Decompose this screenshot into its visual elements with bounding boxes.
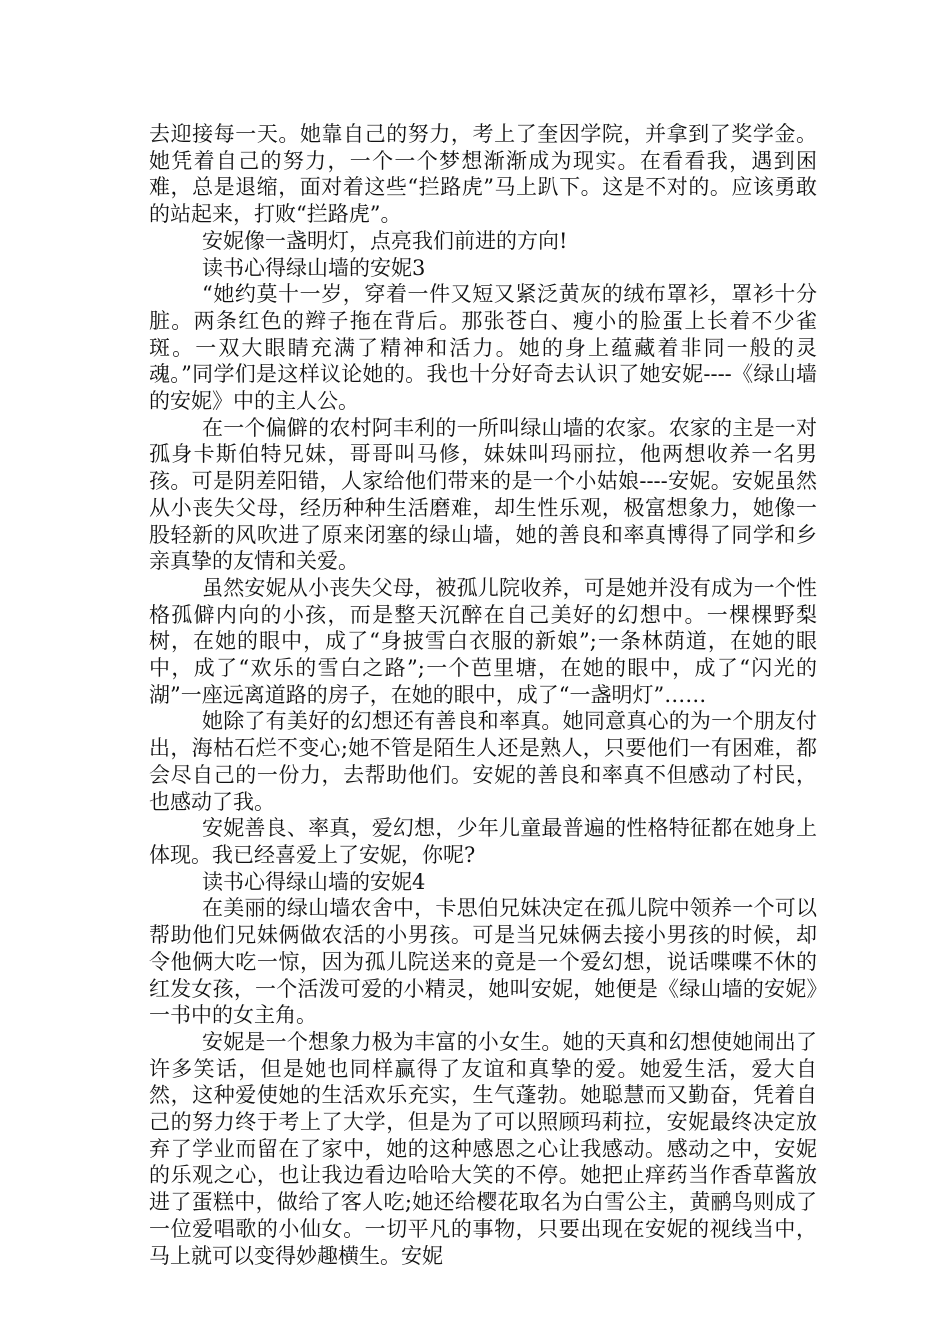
paragraph-1: 去迎接每一天。她靠自己的努力，考上了奎因学院，并拿到了奖学金。她凭着自己的努力，一个一个梦想渐渐成为现实。在看看我，遇到困难，总是退缩，面对着这些“拦路虎”马上趴下。这是不对的。应该勇敢的站起来，打败“拦路虎”。 xyxy=(149,122,817,227)
paragraph-11: 安妮是一个想象力极为丰富的小女生。她的天真和幻想使她闹出了许多笑话，但是她也同样赢得了友谊和真挚的爱。她爱生活，爱大自然，这种爱使她的生活欢乐充实，生气蓬勃。她聪慧而又勤奋，凭着自己的努力终于考上了大学，但是为了可以照顾玛莉拉，安妮最终决定放弃了学业而留在了家中，她的这种感恩之心让我感动。感动之中，安妮的乐观之心，也让我边看边哈哈大笑的不停。她把止痒药当作香草酱放进了蛋糕中，做给了客人吃;她还给樱花取名为白雪公主，黄鹂鸟则成了一位爱唱歌的小仙女。一切平凡的事物，只要出现在安妮的视线当中，马上就可以变得妙趣横生。安妮 xyxy=(149,1029,817,1268)
paragraph-8: 安妮善良、率真，爱幻想，少年儿童最普遍的性格特征都在她身上体现。我已经喜爱上了安妮，你呢? xyxy=(149,816,817,867)
paragraph-7: 她除了有美好的幻想还有善良和率真。她同意真心的为一个朋友付出，海枯石烂不变心;她不管是陌生人还是熟人，只要他们一有困难，都会尽自己的一份力，去帮助他们。安妮的善良和率真不但感动了村民，也感动了我。 xyxy=(149,709,817,814)
paragraph-6: 虽然安妮从小丧失父母，被孤儿院收养，可是她并没有成为一个性格孤僻内向的小孩，而是整天沉醉在自己美好的幻想中。一棵棵野梨树，在她的眼中，成了“身披雪白衣服的新娘”;一条林荫道，在她的眼中，成了“欢乐的雪白之路”;一个芭里塘，在她的眼中，成了“闪光的湖”一座远离道路的房子，在她的眼中，成了“一盏明灯”…… xyxy=(149,575,817,707)
paragraph-2: 安妮像一盏明灯，点亮我们前进的方向! xyxy=(202,228,568,253)
section-heading-3: 读书心得绿山墙的安妮3 xyxy=(202,255,426,280)
document-page xyxy=(149,121,817,1269)
paragraph-4: “她约莫十一岁，穿着一件又短又紧泛黄灰的绒布罩衫，罩衫十分脏。两条红色的辫子拖在背后。那张苍白、瘦小的脸蛋上长着不少雀斑。一双大眼睛充满了精神和活力。她的身上蕴藏着非同一般的灵魂。”同学们是这样议论她的。我也十分好奇去认识了她安妮----《绿山墙的安妮》中的主人公。 xyxy=(149,282,817,414)
section-heading-4: 读书心得绿山墙的安妮4 xyxy=(202,869,426,894)
paragraph-10: 在美丽的绿山墙农舍中，卡思伯兄妹决定在孤儿院中领养一个可以帮助他们兄妹俩做农活的小男孩。可是当兄妹俩去接小男孩的时候，却令他俩大吃一惊，因为孤儿院送来的竟是一个爱幻想，说话喋喋不休的红发女孩，一个活泼可爱的小精灵，她叫安妮，她便是《绿山墙的安妮》一书中的女主角。 xyxy=(149,896,817,1028)
paragraph-5: 在一个偏僻的农村阿丰利的一所叫绿山墙的农家。农家的主是一对孤身卡斯伯特兄妹，哥哥叫马修，妹妹叫玛丽拉，他两想收养一名男孩。可是阴差阳错，人家给他们带来的是一个小姑娘----安妮。安妮虽然从小丧失父母，经历种种生活磨难，却生性乐观，极富想象力，她像一股轻新的风吹进了原来闭塞的绿山墙，她的善良和率真博得了同学和乡亲真挚的友情和关爱。 xyxy=(149,415,817,574)
